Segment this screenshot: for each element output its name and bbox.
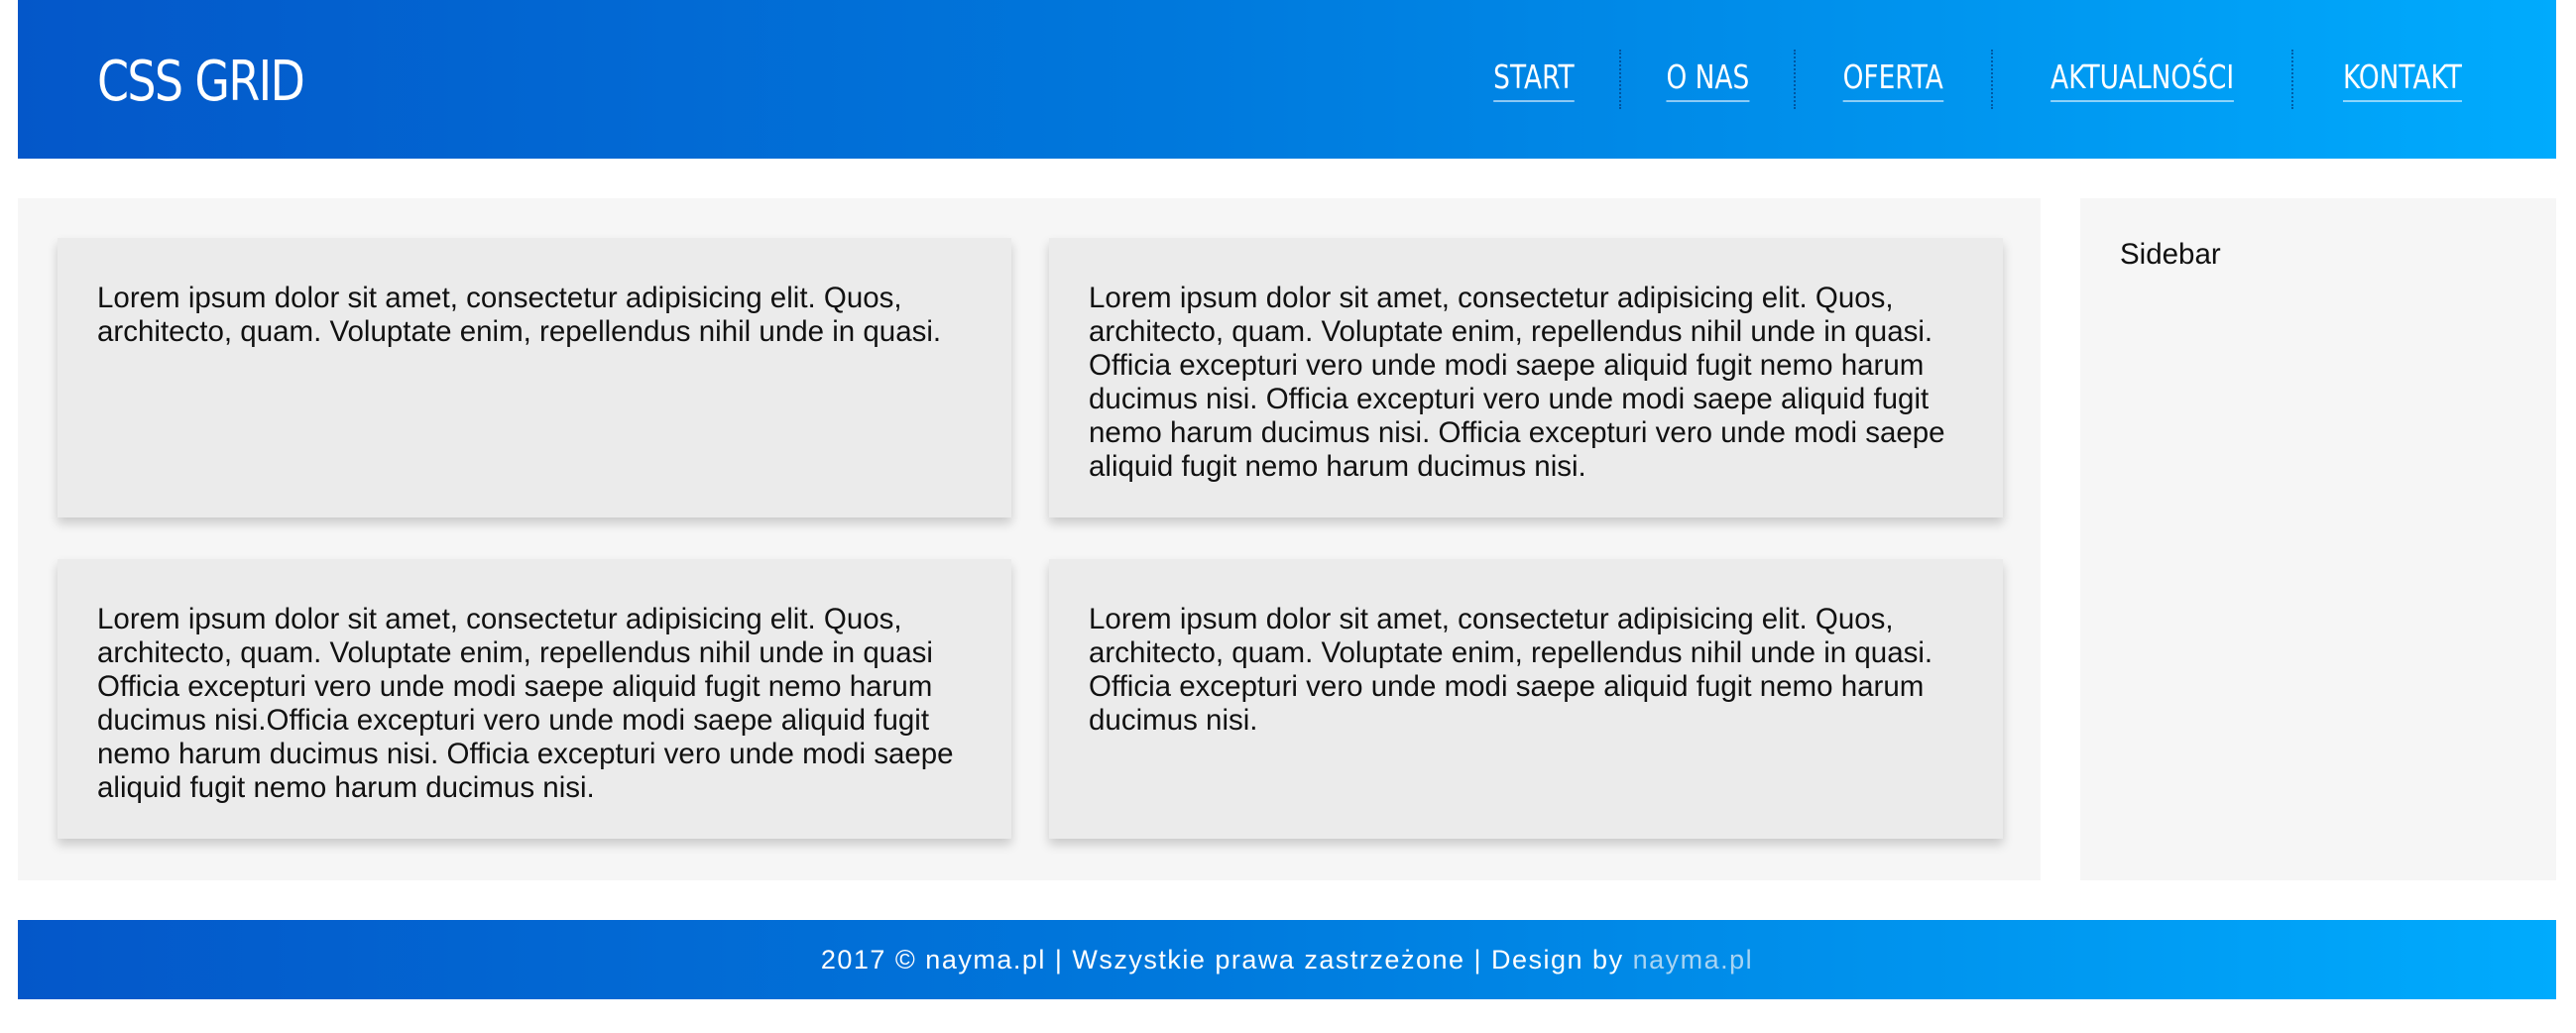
card-text: Lorem ipsum dolor sit amet, consectetur adipisicing elit. Quos, architecto, quam. Voluptate enim, repellendus nihil unde in quasi. Officia excepturi vero unde modi saepe aliquid fugit nemo harum ducimus nisi. bbox=[1089, 603, 1933, 737]
sidebar-title: Sidebar bbox=[2120, 238, 2221, 271]
footer-design-link[interactable]: nayma.pl bbox=[1632, 944, 1754, 975]
card-text: Lorem ipsum dolor sit amet, consectetur adipisicing elit. Quos, architecto, quam. Voluptate enim, repellendus nihil unde in quasi. Officia excepturi vero unde modi saepe aliquid fugit nemo harum ducimus nisi. Officia excepturi vero unde modi saepe aliquid fugit nemo harum ducimus nisi. Officia excepturi vero unde modi saepe aliquid fugit nemo harum ducimus nisi. bbox=[1089, 282, 1945, 483]
nav-item-oferta[interactable] bbox=[1794, 50, 1991, 109]
nav-item-o-nas[interactable] bbox=[1619, 50, 1795, 109]
card-text: Lorem ipsum dolor sit amet, consectetur adipisicing elit. Quos, architecto, quam. Voluptate enim, repellendus nihil unde in quasi. bbox=[97, 282, 942, 348]
footer-copyright: 2017 © nayma.pl | Wszystkie prawa zastrzeżone | Design by bbox=[820, 944, 1633, 975]
content-card bbox=[1049, 559, 2003, 839]
nav-label-aktualnosci: AKTUALNOŚCI bbox=[2050, 57, 2234, 102]
nav-label-kontakt: KONTAKT bbox=[2343, 57, 2462, 102]
content-card bbox=[58, 559, 1011, 839]
sidebar bbox=[2080, 198, 2556, 880]
footer-text bbox=[821, 945, 1753, 976]
site-footer bbox=[18, 920, 2556, 999]
content-card bbox=[58, 238, 1011, 517]
nav-label-start: START bbox=[1493, 57, 1574, 102]
nav-item-start[interactable] bbox=[1483, 50, 1619, 109]
card-text: Lorem ipsum dolor sit amet, consectetur adipisicing elit. Quos, architecto, quam. Voluptate enim, repellendus nihil unde in quasi Officia excepturi vero unde modi saepe aliquid fugit nemo harum ducimus nisi.Officia excepturi vero unde modi saepe aliquid fugit nemo harum ducimus nisi. Officia excepturi vero unde modi saepe aliquid fugit nemo harum ducimus nisi. bbox=[97, 603, 954, 804]
site-header bbox=[18, 0, 2556, 159]
main-nav bbox=[1483, 0, 2477, 159]
nav-label-oferta: OFERTA bbox=[1843, 57, 1943, 102]
content-area bbox=[18, 198, 2041, 880]
nav-label-o-nas: O NAS bbox=[1666, 57, 1749, 102]
content-card bbox=[1049, 238, 2003, 517]
nav-item-kontakt[interactable] bbox=[2291, 50, 2477, 109]
nav-item-aktualnosci[interactable] bbox=[1991, 50, 2291, 109]
site-logo[interactable]: CSS GRID bbox=[97, 49, 304, 114]
